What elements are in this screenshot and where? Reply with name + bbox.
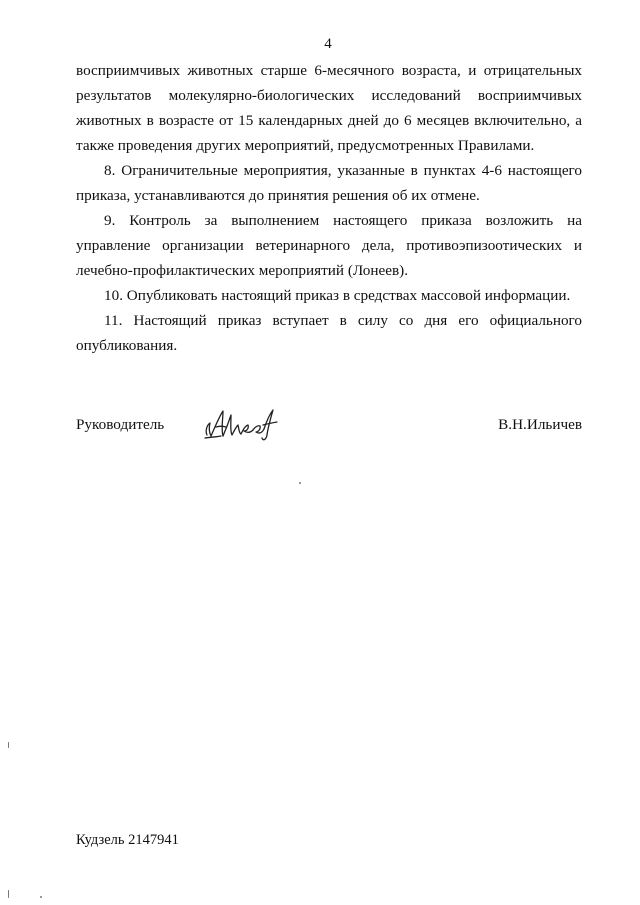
paragraph-item-8: 8. Ограничительные мероприятия, указанные в пунктах 4-6 настоящего приказа, устанавливаются до принятия решения об их отмене. (76, 162, 582, 204)
paragraph-item-11: 11. Настоящий приказ вступает в силу со дня его официального опубликования. (76, 312, 582, 354)
handwritten-signature (201, 405, 281, 443)
scan-speck (299, 482, 301, 484)
executor-note: Кудзель 2147941 (76, 832, 179, 848)
scan-speck (8, 742, 9, 748)
signature-block (76, 405, 582, 445)
scan-speck (40, 896, 42, 898)
signatory-title: Руководитель (76, 416, 165, 433)
paragraph-item-9: 9. Контроль за выполнением настоящего приказа возложить на управление организации ветеринарного дела, противоэпизоотических и лечебно-профилактических мероприятий (Лонеев). (76, 212, 582, 279)
document-body (76, 58, 582, 358)
paragraph-continuation: восприимчивых животных старше 6-месячного возраста, и отрицательных результатов молекулярно-биологических исследований восприимчивых животных в возрасте от 15 календарных дней до 6 месяцев включительно, а также проведения других мероприятий, предусмотренных Правилами. (76, 62, 582, 154)
signatory-name: В.Н.Ильичев (498, 416, 582, 433)
scan-speck (8, 890, 9, 898)
paragraph-item-10: 10. Опубликовать настоящий приказ в средствах массовой информации. (104, 287, 571, 304)
page-number: 4 (324, 36, 332, 52)
